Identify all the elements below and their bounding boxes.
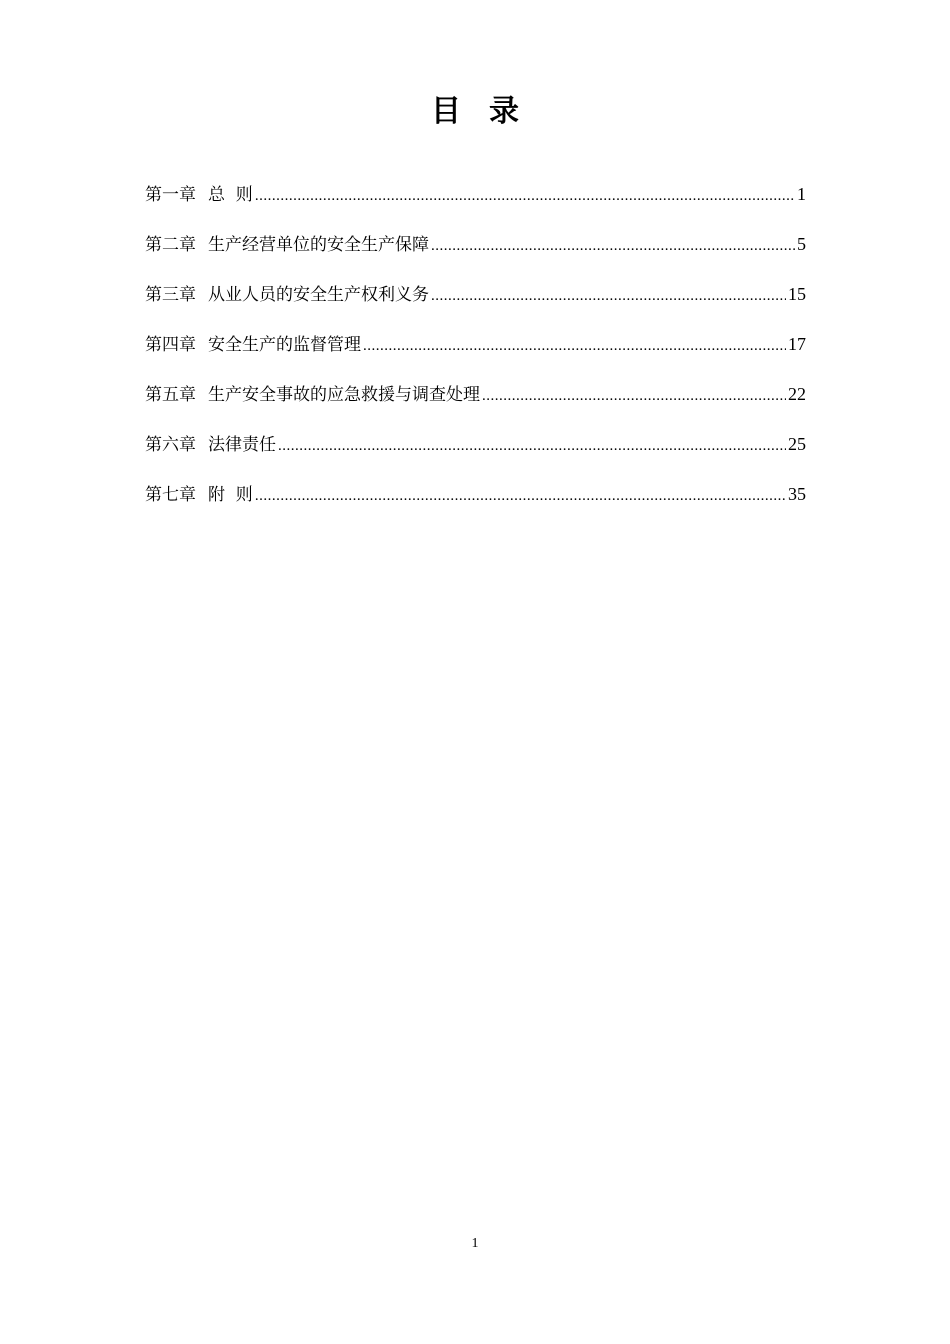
toc-chapter-number: 第一章 [145, 185, 196, 205]
toc-chapter-title: 从业人员的安全生产权利义务 [208, 285, 429, 305]
toc-page-number: 25 [788, 434, 806, 454]
toc-entry-chapter-4[interactable] [145, 328, 806, 378]
toc-dot-leader [278, 430, 786, 462]
toc-page-number: 5 [797, 234, 806, 254]
toc-chapter-number: 第五章 [145, 385, 196, 405]
toc-chapter-number: 第二章 [145, 235, 196, 255]
toc-entry-chapter-5[interactable] [145, 378, 806, 428]
page-title: 目录 [431, 94, 547, 129]
toc-dot-leader [255, 480, 786, 512]
toc-dot-leader [431, 280, 786, 312]
toc-page-number: 15 [788, 284, 806, 304]
table-of-contents [145, 178, 806, 528]
toc-dot-leader [255, 180, 795, 212]
toc-chapter-title: 法律责任 [208, 435, 276, 455]
toc-chapter-title: 总 则 [208, 185, 253, 205]
toc-chapter-title: 生产经营单位的安全生产保障 [208, 235, 429, 255]
toc-chapter-number: 第四章 [145, 335, 196, 355]
toc-entry-chapter-6[interactable] [145, 428, 806, 478]
toc-dot-leader [431, 230, 795, 262]
toc-dot-leader [482, 380, 786, 412]
toc-chapter-number: 第七章 [145, 485, 196, 505]
toc-chapter-number: 第三章 [145, 285, 196, 305]
toc-entry-chapter-7[interactable] [145, 478, 806, 528]
toc-dot-leader [363, 330, 786, 362]
toc-page-number: 35 [788, 484, 806, 504]
toc-chapter-title: 附 则 [208, 485, 253, 505]
page-number: 1 [471, 1236, 479, 1251]
toc-entry-chapter-1[interactable] [145, 178, 806, 228]
toc-page-number: 1 [797, 184, 806, 204]
toc-chapter-title: 安全生产的监督管理 [208, 335, 361, 355]
toc-page-number: 22 [788, 384, 806, 404]
toc-page-number: 17 [788, 334, 806, 354]
toc-entry-chapter-3[interactable] [145, 278, 806, 328]
toc-chapter-number: 第六章 [145, 435, 196, 455]
toc-chapter-title: 生产安全事故的应急救援与调查处理 [208, 385, 480, 405]
toc-entry-chapter-2[interactable] [145, 228, 806, 278]
